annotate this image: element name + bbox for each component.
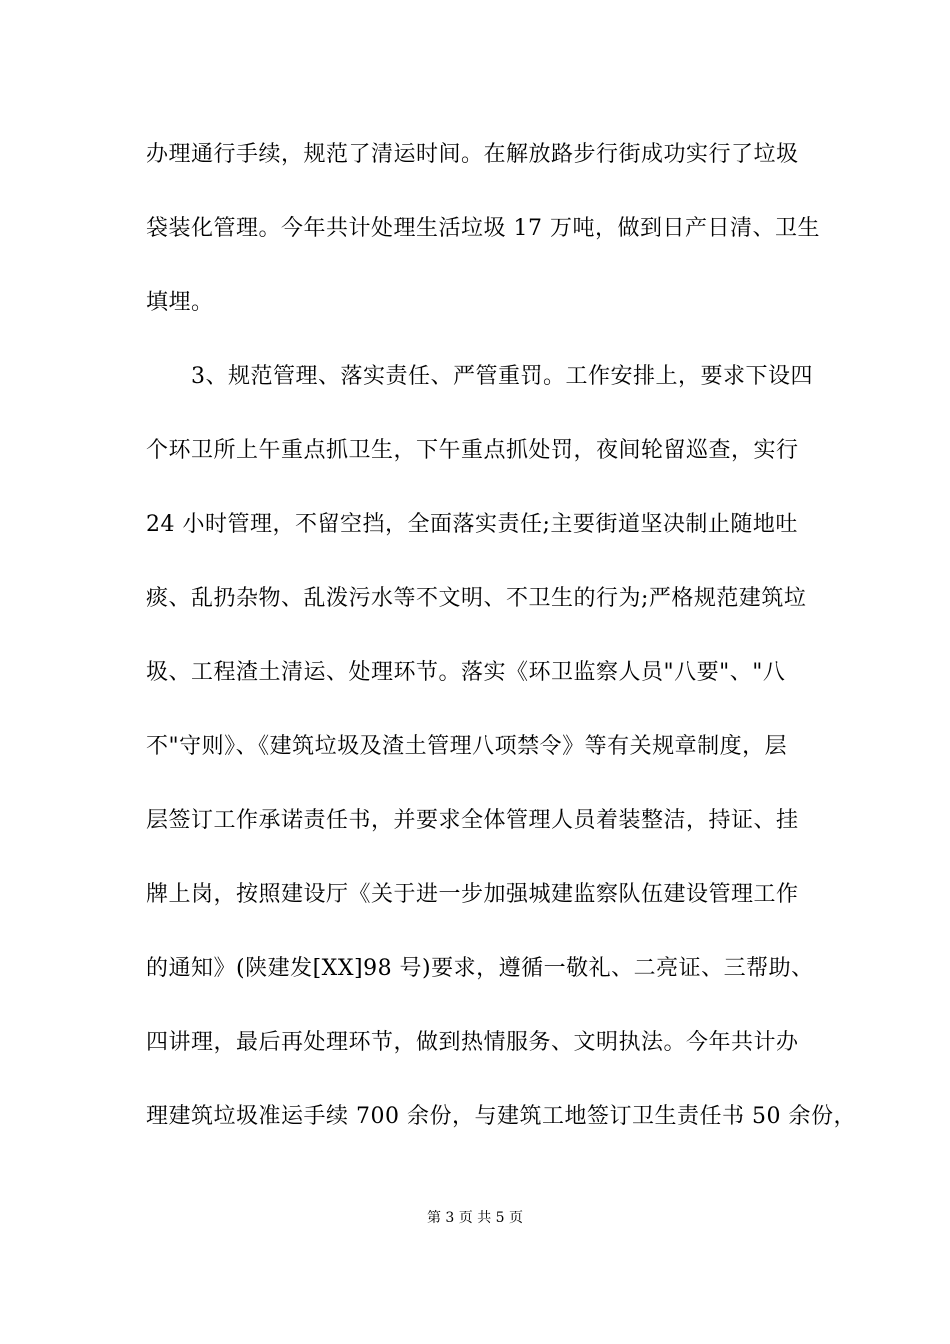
page-number-footer: 第 3 页 共 5 页 xyxy=(426,1210,524,1226)
text-line: 个环卫所上午重点抓卫生，下午重点抓处罚，夜间轮留巡查，实行 xyxy=(146,438,799,463)
text-line: 填埋。 xyxy=(146,290,214,315)
text-line: 袋装化管理。今年共计处理生活垃圾 17 万吨，做到日产日清、卫生 xyxy=(146,216,820,241)
text-line: 四讲理，最后再处理环节，做到热情服务、文明执法。今年共计办 xyxy=(146,1030,799,1055)
text-line: 牌上岗，按照建设厅《关于进一步加强城建监察队伍建设管理工作 xyxy=(146,882,799,907)
text-line: 3、规范管理、落实责任、严管重罚。工作安排上，要求下设四 xyxy=(146,364,813,389)
text-line: 办理通行手续，规范了清运时间。在解放路步行街成功实行了垃圾 xyxy=(146,142,799,167)
body-text xyxy=(146,136,856,1172)
text-line: 不"守则》、《建筑垃圾及渣土管理八项禁令》等有关规章制度，层 xyxy=(146,734,788,759)
text-line: 的通知》(陕建发[XX]98 号)要求，遵循一敬礼、二亮证、三帮助、 xyxy=(146,956,814,981)
text-line: 24 小时管理，不留空挡，全面落实责任;主要街道坚决制止随地吐 xyxy=(146,512,798,537)
text-line: 理建筑垃圾准运手续 700 余份，与建筑工地签订卫生责任书 50 余份， xyxy=(146,1104,856,1129)
text-line: 层签订工作承诺责任书，并要求全体管理人员着装整洁，持证、挂 xyxy=(146,808,799,833)
text-line: 圾、工程渣土清运、处理环节。落实《环卫监察人员"八要"、"八 xyxy=(146,660,786,685)
text-line: 痰、乱扔杂物、乱泼污水等不文明、不卫生的行为;严格规范建筑垃 xyxy=(146,586,807,611)
